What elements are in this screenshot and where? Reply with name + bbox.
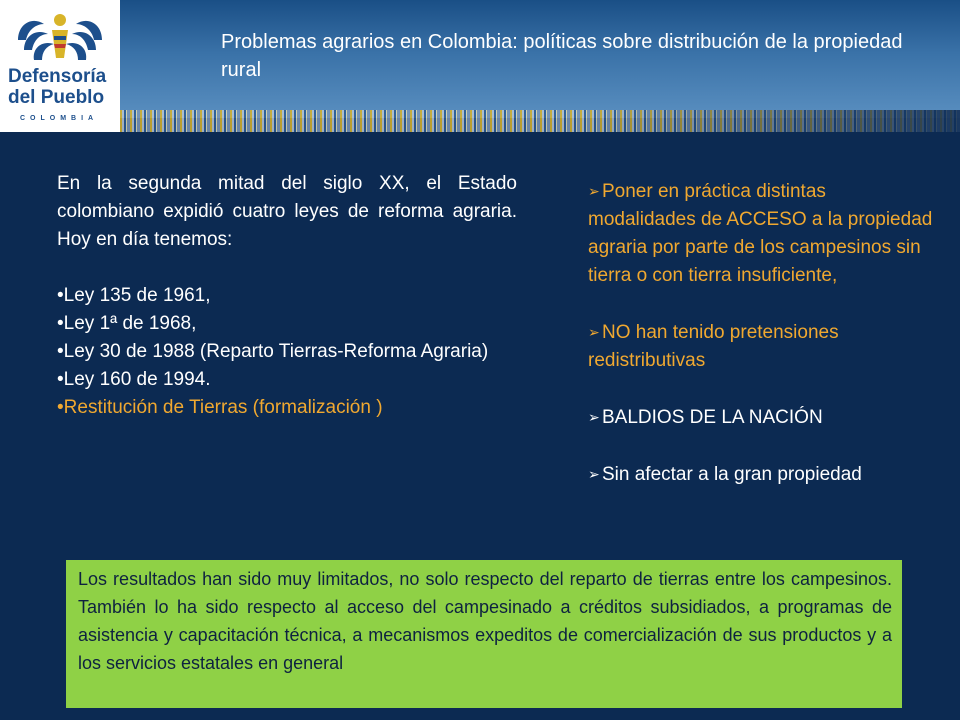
- law-item: •Ley 135 de 1961,: [57, 285, 211, 306]
- left-column: [57, 170, 517, 422]
- arrow-bullet-icon: ➢: [588, 466, 600, 482]
- bullet-text: NO han tenido pretensiones redistributivas: [588, 322, 839, 371]
- logo-country: COLOMBIA: [20, 115, 99, 122]
- results-box: Los resultados han sido muy limitados, no solo respecto del reparto de tierras entre los campesinos. También lo ha sido respecto al acceso del campesinado a créditos subsidiados, a programas de asistencia y capacitación técnica, a mecanismos expeditos de comercialización de sus productos y a los servicios estatales en general: [66, 560, 902, 708]
- law-item: •Ley 1ª de 1968,: [57, 313, 197, 334]
- bullet-text: Poner en práctica distintas modalidades de ACCESO a la propiedad agraria por parte de los campesinos sin tierra o con tierra insuficiente,: [588, 181, 933, 286]
- arrow-bullet-icon: ➢: [588, 324, 600, 340]
- arrow-bullet-icon: ➢: [588, 409, 600, 425]
- bullet-item-gran-propiedad: [588, 460, 933, 489]
- bullet-item-acceso: [588, 177, 933, 290]
- bullet-text: BALDIOS DE LA NACIÓN: [602, 407, 823, 428]
- law-item: •Ley 30 de 1988 (Reparto Tierras-Reforma Agraria): [57, 341, 489, 362]
- arrow-bullet-icon: ➢: [588, 183, 600, 199]
- logo-name-line2: del Pueblo: [8, 87, 105, 108]
- logo-name-line1: Defensoría: [8, 66, 107, 87]
- law-item-restitucion: •Restitución de Tierras (formalización ): [57, 397, 383, 418]
- intro-paragraph: En la segunda mitad del siglo XX, el Estado colombiano expidió cuatro leyes de reforma agraria. Hoy en día tenemos:: [57, 173, 517, 250]
- logo: [0, 0, 120, 132]
- bullet-item-baldios: [588, 403, 933, 432]
- logo-emblem-icon: [14, 6, 106, 68]
- law-list: [57, 282, 517, 422]
- bullet-item-redistributivas: [588, 318, 933, 375]
- right-column: [588, 177, 933, 489]
- bullet-text: Sin afectar a la gran propiedad: [602, 464, 862, 485]
- decorative-strip-fade: [120, 110, 960, 132]
- slide-title: Problemas agrarios en Colombia: políticas sobre distribución de la propiedad rural: [221, 31, 903, 81]
- logo-wordmark: [8, 66, 116, 108]
- law-item: •Ley 160 de 1994.: [57, 369, 211, 390]
